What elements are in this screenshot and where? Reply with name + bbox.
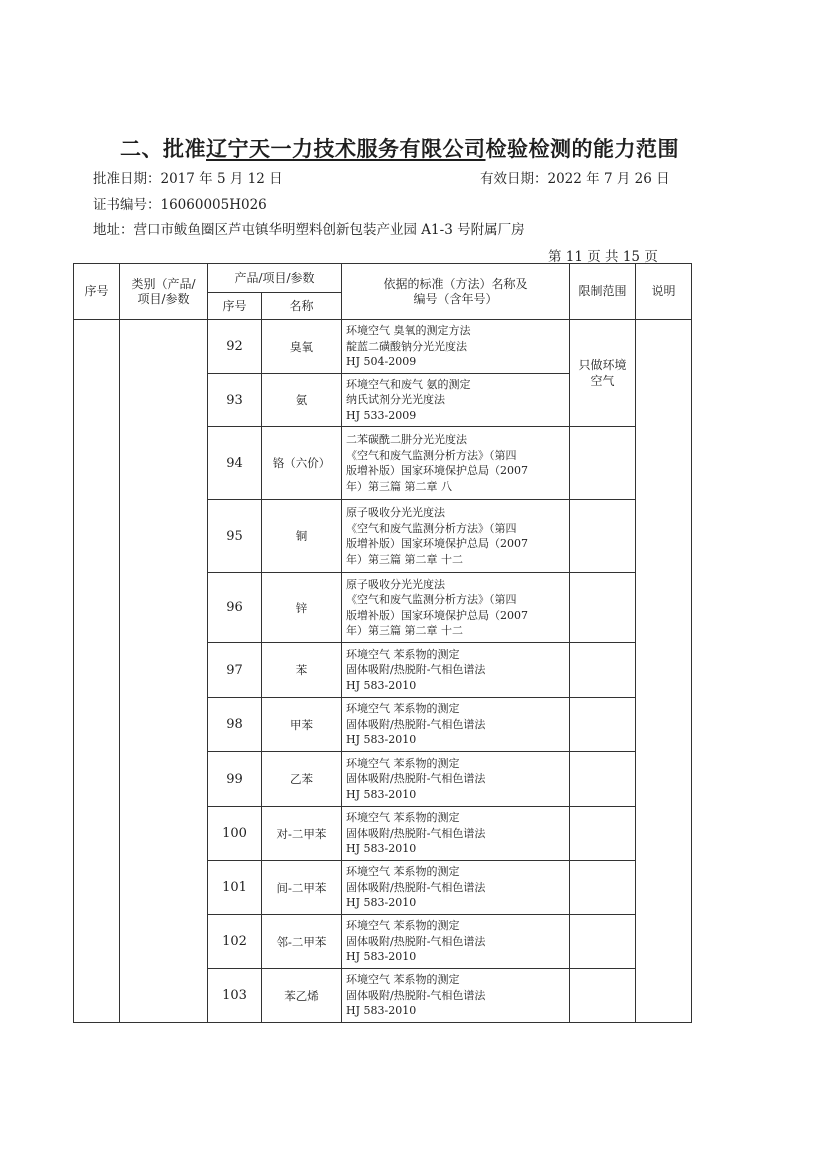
cell-limit [570,643,636,698]
cell-standard [342,643,570,698]
capability-table [73,263,692,1023]
title-prefix: 二、批准 [120,136,206,161]
approval-date: 批准日期：2017 年 5 月 12 日 [93,171,283,187]
header-standard-text: 依据的标准（方法）名称及编号（含年号） [383,276,528,306]
cell-item-seq: 96 [208,573,262,643]
cell-standard [342,861,570,915]
standard-line: 年）第三篇 第二章 十二 [346,624,463,637]
standard-line: HJ 583-2010 [346,896,417,910]
cell-item-name: 臭氧 [262,320,342,374]
standard-line: 原子吸收分光光度法 [346,577,445,591]
standard-line: 《空气和废气监测分析方法》（第四 [346,521,517,535]
standard-line: 《空气和废气监测分析方法》（第四 [346,593,517,606]
standard-line: HJ 583-2010 [346,787,417,801]
header-category [120,264,208,320]
cell-item-seq: 101 [208,861,262,915]
cell-item-seq: 97 [208,643,262,698]
cell-standard [342,969,570,1023]
cell-standard [342,374,570,427]
cell-standard [342,427,570,500]
cell-note-merged [636,320,692,1023]
standard-line: 靛蓝二磺酸钠分光光度法 [346,339,467,353]
header-standard [342,264,570,320]
cell-item-seq: 92 [208,320,262,374]
cell-item-name: 乙苯 [262,752,342,807]
standard-line: 二苯碳酰二肼分光光度法 [346,433,467,446]
standard-line: 环境空气 苯系物的测定 [346,811,460,825]
cell-standard [342,752,570,807]
cell-standard [342,500,570,573]
standard-line: 环境空气 苯系物的测定 [346,919,460,933]
standard-line: HJ 504-2009 [346,355,417,369]
limit-text: 只做环境空气 [578,358,627,388]
header-product-group: 产品/项目/参数 [208,264,342,293]
cell-limit [570,573,636,643]
valid-date: 有效日期：2022 年 7 月 26 日 [480,171,670,187]
page-number: 第 11 页 共 15 页 [548,249,658,265]
standard-line: 版增补版）国家环境保护总局（2007 [346,464,528,477]
cell-limit [570,969,636,1023]
cell-item-name: 间-二甲苯 [262,861,342,915]
cell-standard [342,573,570,643]
cell-item-name: 苯 [262,643,342,698]
cell-seq-merged [74,320,120,1023]
standard-line: 固体吸附/热脱附-气相色谱法 [346,717,486,731]
cell-item-name: 甲苯 [262,698,342,752]
cell-item-name: 铜 [262,500,342,573]
cell-category-merged [120,320,208,1023]
header-note: 说明 [636,264,692,320]
standard-line: HJ 583-2010 [346,733,417,747]
header-sub-seq: 序号 [208,293,262,320]
cell-limit [570,500,636,573]
cell-item-name: 对-二甲苯 [262,807,342,861]
cell-item-seq: 94 [208,427,262,500]
cell-item-seq: 103 [208,969,262,1023]
title-suffix: 检验检测的能力范围 [485,136,679,161]
standard-line: 固体吸附/热脱附-气相色谱法 [346,826,486,840]
header-seq: 序号 [74,264,120,320]
standard-line: 环境空气 苯系物的测定 [346,702,460,716]
cell-limit [570,807,636,861]
standard-line: 环境空气 苯系物的测定 [346,756,460,770]
cell-item-seq: 98 [208,698,262,752]
cell-limit [570,320,636,427]
header-limit: 限制范围 [570,264,636,320]
cell-limit [570,427,636,500]
standard-line: 版增补版）国家环境保护总局（2007 [346,537,528,550]
header-sub-name: 名称 [262,293,342,320]
cell-standard [342,807,570,861]
certificate-number: 证书编号：16060005H026 [93,197,267,213]
cell-item-name: 苯乙烯 [262,969,342,1023]
address: 地址：营口市鲅鱼圈区芦屯镇华明塑料创新包装产业园 A1-3 号附属厂房 [93,222,525,238]
standard-line: HJ 583-2010 [346,842,417,856]
cell-item-name: 铬（六价） [262,427,342,500]
company-name: 辽宁天一力技术服务有限公司 [206,136,486,161]
cell-item-name: 氨 [262,374,342,427]
standard-line: 固体吸附/热脱附-气相色谱法 [346,663,486,677]
cell-item-seq: 95 [208,500,262,573]
cell-item-name: 邻-二甲苯 [262,915,342,969]
standard-line: 年）第三篇 第二章 十二 [346,552,463,566]
standard-line: HJ 583-2010 [346,1004,417,1018]
standard-line: HJ 583-2010 [346,678,417,692]
cell-standard [342,320,570,374]
cell-standard [342,698,570,752]
standard-line: 年）第三篇 第二章 八 [346,479,452,493]
standard-line: 环境空气和废气 氨的测定 [346,377,471,391]
standard-line: 固体吸附/热脱附-气相色谱法 [346,772,486,786]
header-category-text: 类别（产品/项目/参数 [131,276,196,306]
standard-line: HJ 533-2009 [346,408,417,422]
standard-line: 环境空气 苯系物的测定 [346,973,460,987]
standard-line: 版增补版）国家环境保护总局（2007 [346,608,528,622]
standard-line: 纳氏试剂分光光度法 [346,393,445,407]
cell-limit [570,861,636,915]
cell-limit [570,698,636,752]
standard-line: 固体吸附/热脱附-气相色谱法 [346,988,486,1002]
standard-line: HJ 583-2010 [346,950,417,964]
cell-limit [570,915,636,969]
standard-line: 原子吸收分光光度法 [346,506,445,519]
table-body [74,320,692,1023]
standard-line: 固体吸附/热脱附-气相色谱法 [346,880,486,894]
standard-line: 固体吸附/热脱附-气相色谱法 [346,934,486,948]
cell-item-seq: 102 [208,915,262,969]
standard-line: 环境空气 苯系物的测定 [346,647,460,661]
cell-item-name: 锌 [262,573,342,643]
standard-line: 环境空气 苯系物的测定 [346,865,460,879]
standard-line: 《空气和废气监测分析方法》（第四 [346,448,517,462]
cell-item-seq: 93 [208,374,262,427]
cell-item-seq: 100 [208,807,262,861]
cell-item-seq: 99 [208,752,262,807]
cell-limit [570,752,636,807]
page-title [120,133,679,163]
cell-standard [342,915,570,969]
standard-line: 环境空气 臭氧的测定方法 [346,324,471,338]
table-row [74,320,692,374]
